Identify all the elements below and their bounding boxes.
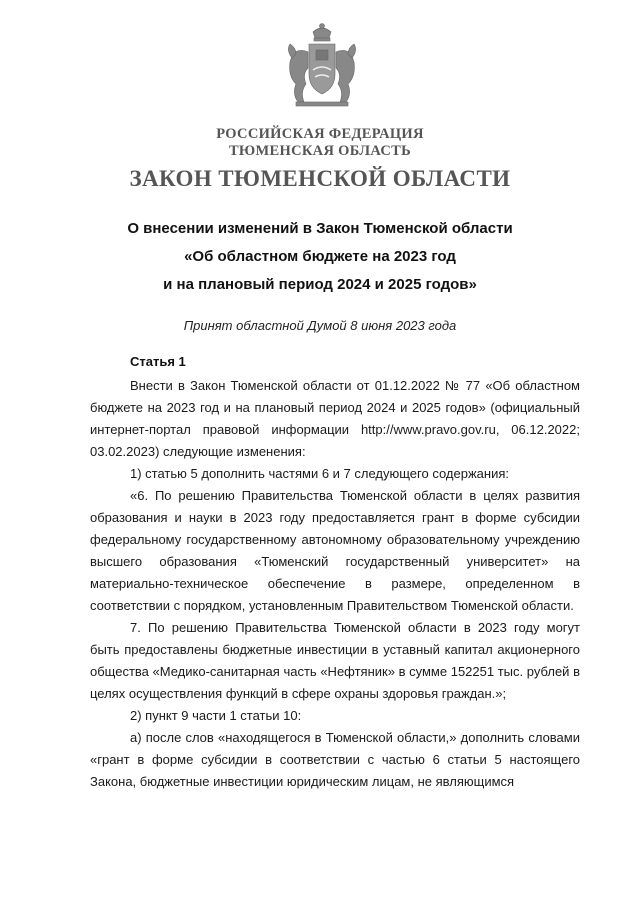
- article-heading: Статья 1: [130, 354, 186, 369]
- paragraph: «6. По решению Правительства Тюменской области в целях развития образования и науки в 2023 году предоставляется грант в форме субсидии федеральному государственному автономному образовательному учреждению высшего образования «Тюменский государственный университет» на материально-техническое обеспечение в размере, определенном в соответствии с порядком, установленным Правительством Тюменской области.: [90, 488, 580, 613]
- document-title-line-1: О внесении изменений в Закон Тюменской области: [127, 220, 513, 237]
- coat-of-arms-icon: [282, 22, 362, 112]
- paragraph: а) после слов «находящегося в Тюменской области,» дополнить словами «грант в форме субсидии в соответствии с частью 6 статьи 5 настоящего Закона, бюджетные инвестиции юридическим лицам, не являющимся: [90, 730, 580, 789]
- adoption-note: Принят областной Думой 8 июня 2023 года: [183, 318, 457, 333]
- article-body: [90, 375, 580, 793]
- law-heading: ЗАКОН ТЮМЕНСКОЙ ОБЛАСТИ: [129, 166, 511, 191]
- paragraph: 7. По решению Правительства Тюменской области в 2023 году могут быть предоставлены бюджетные инвестиции в уставный капитал акционерного общества «Медико-санитарная часть «Нефтяник» в сумме 152251 тыс. рублей в целях осуществления функций в сфере охраны здоровья граждан.»;: [90, 620, 580, 701]
- document-title-line-2: «Об областном бюджете на 2023 год: [184, 248, 456, 265]
- paragraph: 2) пункт 9 части 1 статьи 10:: [130, 708, 302, 723]
- header-region: ТЮМЕНСКАЯ ОБЛАСТЬ: [228, 143, 412, 159]
- document-title-line-3: и на плановый период 2024 и 2025 годов»: [163, 276, 477, 293]
- paragraph: 1) статью 5 дополнить частями 6 и 7 следующего содержания:: [130, 466, 509, 481]
- header-country: РОССИЙСКАЯ ФЕДЕРАЦИЯ: [216, 126, 424, 142]
- paragraph: Внести в Закон Тюменской области от 01.12.2022 № 77 «Об областном бюджете на 2023 год и на плановый период 2024 и 2025 годов» (официальный интернет-портал правовой информации http://www.pravo.gov.ru, 06.12.2022; 03.02.2023) следующие изменения:: [90, 378, 580, 459]
